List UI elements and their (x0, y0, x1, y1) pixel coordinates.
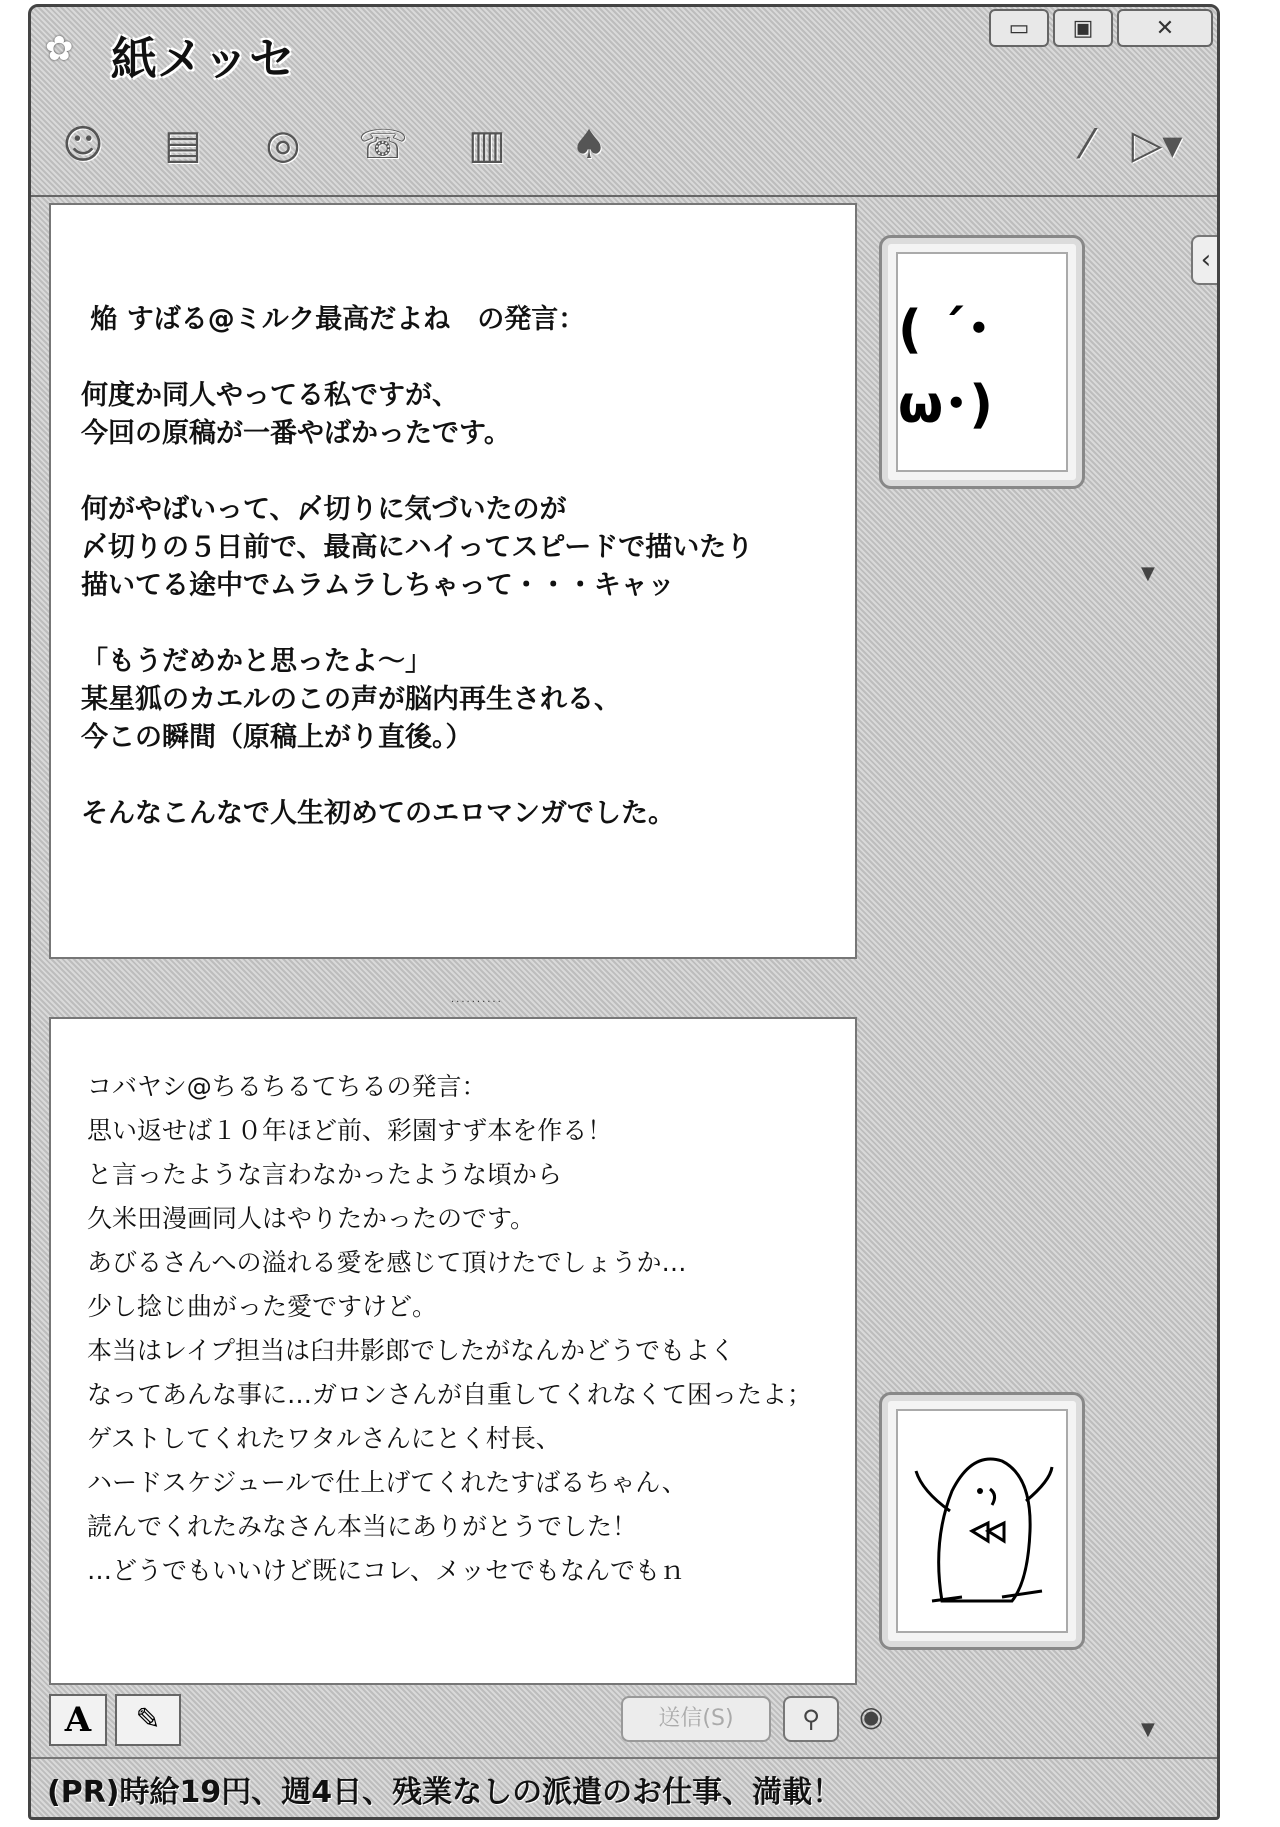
font-button[interactable]: A (49, 1694, 107, 1746)
message-line: 久米田漫画同人はやりたかったのです。 (87, 1204, 536, 1233)
message-line: 今回の原稿が一番やばかったです。 (81, 418, 511, 449)
webcam-icon[interactable]: ◎ (265, 122, 301, 168)
message-line: 焔 すばる@ミルク最高だよね の発言： (81, 304, 586, 335)
message-line: ゲストしてくれたワタルさんにとく村長、 (87, 1424, 561, 1453)
message-line: 今この瞬間（原稿上がり直後。） (81, 722, 473, 753)
pen-icon[interactable]: ⁄ (1083, 122, 1091, 168)
contact-avatar-picture (896, 252, 1068, 472)
message-line (81, 453, 753, 491)
maximize-button[interactable] (1053, 9, 1113, 47)
message-line: なってあんな事に…ガロンさんが自重してくれなくて困ったよ； (87, 1380, 813, 1409)
user-avatar-picture (896, 1409, 1068, 1633)
compose-text (87, 1065, 812, 1593)
collapse-panel-button[interactable] (1191, 235, 1220, 285)
message-compose-area[interactable] (49, 1017, 857, 1685)
minimize-button[interactable] (989, 9, 1049, 47)
toolbar (31, 97, 1217, 197)
conversation-history (49, 203, 857, 959)
webcam-toggle-icon[interactable]: ◉ (859, 1700, 884, 1733)
pencil-icon: ✎ (135, 1702, 161, 1737)
message-line: 「もうだめかと思ったよ～」 (81, 646, 432, 677)
window-title: 紙メッセ (111, 32, 295, 86)
search-icon: ⚲ (802, 1705, 820, 1733)
message-line: あびるさんへの溢れる愛を感じて頂けたでしょうか… (87, 1248, 687, 1277)
user-avatar-dropdown-icon[interactable]: ▼ (1141, 1719, 1155, 1740)
ad-text: (PR)時給19円、週4日、残業なしの派遣のお仕事、満載！ (47, 1775, 843, 1810)
kaomoji-avatar: ( ´･ω･) (898, 300, 993, 435)
message-line: 何度か同人やってる私ですが、 (81, 380, 459, 411)
message-line: 何がやばいって、〆切りに気づいたのが (81, 494, 567, 525)
menu-icon[interactable]: ▷▾ (1131, 122, 1183, 168)
ad-banner[interactable] (31, 1757, 1217, 1817)
handwriting-button[interactable] (115, 1694, 181, 1746)
chevron-left-icon: ‹ (1200, 245, 1212, 275)
message-line: 〆切りの５日前で、最高にハイってスピードで描いたり (81, 532, 754, 563)
received-message (81, 301, 753, 833)
send-file-icon[interactable]: ▤ (164, 122, 202, 168)
close-button[interactable] (1117, 9, 1213, 47)
invite-icon[interactable]: ☺ (62, 122, 104, 168)
penguin-drawing-icon (902, 1421, 1062, 1621)
message-line: と言ったような言わなかったような頃から (87, 1160, 563, 1189)
app-logo-icon: ✿ (45, 29, 74, 69)
avatar-dropdown-icon[interactable]: ▼ (1141, 563, 1155, 584)
messenger-window (28, 4, 1220, 1820)
message-line (81, 757, 753, 795)
compose-toolbar (49, 1692, 1209, 1748)
message-line: 思い返せば１０年ほど前、彩園すず本を作る！ (87, 1116, 613, 1145)
message-line (81, 339, 753, 377)
contact-avatar[interactable] (879, 235, 1085, 489)
message-line: 少し捻じ曲がった愛ですけど。 (87, 1292, 438, 1321)
message-line: …どうでもいいけど既にコレ、メッセでもなんでもｎ (87, 1556, 686, 1585)
window-controls (989, 9, 1213, 47)
call-icon[interactable]: ☏ (357, 122, 409, 168)
message-line (81, 605, 753, 643)
message-line: そんなこんなで人生初めてのエロマンガでした。 (81, 798, 675, 829)
message-line: コバヤシ@ちるちるてちるの発言： (87, 1072, 487, 1101)
title-bar (31, 7, 1217, 87)
message-line: 本当はレイプ担当は臼井影郎でしたがなんかどうでもよく (87, 1336, 736, 1365)
search-button[interactable] (783, 1696, 839, 1742)
message-line: 描いてる途中でムラムラしちゃって・・・キャッ (81, 570, 675, 601)
maximize-icon: ▣ (1072, 15, 1094, 41)
games-icon[interactable]: ♠ (571, 122, 607, 168)
minimize-icon: ▭ (1008, 15, 1030, 41)
message-line: 読んでくれたみなさん本当にありがとうでした！ (87, 1512, 638, 1541)
pane-splitter[interactable]: ·········· (451, 997, 503, 1008)
message-line: ハードスケジュールで仕上げてくれたすばるちゃん、 (87, 1468, 687, 1497)
close-icon: ✕ (1155, 15, 1175, 41)
message-line: 某星狐のカエルのこの声が脳内再生される、 (81, 684, 621, 715)
send-button[interactable]: 送信(S) (621, 1696, 771, 1742)
user-avatar[interactable] (879, 1392, 1085, 1650)
activities-icon[interactable]: ▥ (468, 122, 506, 168)
